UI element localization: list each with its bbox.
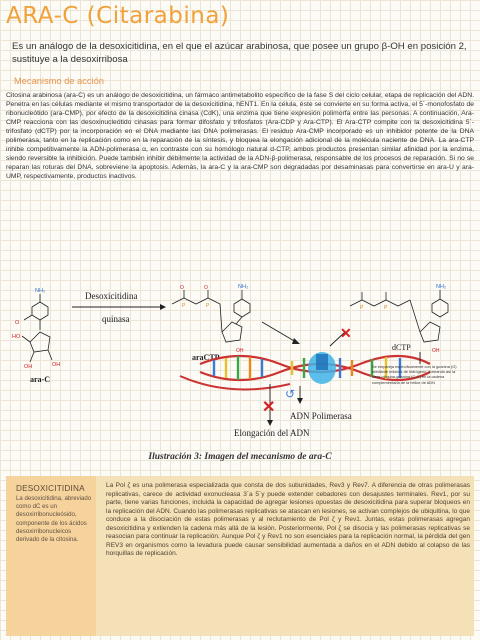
- polymerase-arrowhead: [297, 398, 303, 404]
- info-box-definition: La desoxicitidina, abreviado como dC es un desoxirribonucleósido, componente de los ácidos desoxirribonucleicos derivado de la citosina.: [16, 495, 92, 544]
- o-label-1: O: [15, 320, 20, 326]
- enzyme-name-bottom: quinasa: [102, 314, 130, 324]
- dna-strand-lower: [180, 376, 290, 389]
- p-label-4: P: [384, 305, 388, 311]
- dctp-label: dCTP: [392, 343, 411, 352]
- pairing-note: Se empareja específicamente con la guanina (G) mediante enlaces de hidrógeno, formando así la base cítosina-guanina (C-G) en la cadena complementaria de la hélice de ADN: [372, 364, 457, 385]
- aractp-arrowhead: [292, 338, 300, 344]
- polymerase-core: [316, 354, 328, 370]
- kinase-arrowhead: [160, 304, 166, 310]
- intro-paragraph: Es un análogo de la desoxicitidina, en el que el azúcar arabinosa, que posee un grupo β-OH en posición 2, sustituye a la desoxirribosa: [12, 41, 467, 65]
- block-icon-1: ✕: [340, 325, 352, 341]
- figure-caption: Ilustración 3: Imagen del mecanismo de ara-C: [148, 452, 332, 462]
- p-label-2: P: [206, 303, 210, 309]
- nh2-label-2: NH₂: [238, 284, 249, 290]
- aractp-label: araCTP: [192, 353, 220, 362]
- elongation-arrowhead: [267, 420, 273, 426]
- info-box-title: DESOXICITIDINA: [16, 484, 85, 493]
- nh2-label-3: NH₂: [436, 284, 447, 290]
- o-label-2: O: [180, 285, 184, 291]
- oh-label-4: OH: [432, 348, 440, 354]
- ara-c-structure: [22, 294, 52, 362]
- oh-label-2: OH: [52, 362, 61, 368]
- mechanism-figure: [0, 272, 480, 462]
- elongation-label: Elongación del ADN: [234, 428, 310, 438]
- mechanism-heading: Mecanismo de acción: [14, 76, 104, 86]
- mechanism-paragraph: Citosina arabinosa (ara-C) es un análogo de desoxicitidina, un fármaco antimetabolito específico de la fase S del ciclo celular, etapa de replicación del ADN. Penetra en las células mediante el mismo transportador de la desoxicitidina, hENT1. En la célula, éste se convierte en su forma activa, el 5´-monofosfato de ribonucleótido (ara-CMP), por efecto de la desoxicitidina cinasa (CdK), una enzima que tiene expresión polimorfa entre las personas. A continuación, Ara-CMP reacciona con las desoxinucleótido cinasas para formar difosfato y trifosfatos (Ara-CDP y Ara-CTP). El Ara-CTP compite con la desoxicitidina 5´-trifosfato (dCTP) por la incorporación en el DNA mediante las DNA polimerasas. El residuo Ara-CMP incorporado es un inhibidor potente de la DNA polimerasa, tanto en la replicación como en la reparación de la síntesis, y bloquea la elongación adicional de la molécula naciente de DNA. La ara-CTP inhibe competitivamente la ADN-polimerasa α, en contraste con su homólogo natural d-CTP, ambos productos presentan similar afinidad por la enzima, siendo reversible la inhibición. Puede también inhibir débilmente la actividad de la ADN-β-polimerasa, responsable de los procesos de reparación. Si no se reparan las roturas del DNA, sobreviene la apoptosis. Además, la ara-C y la ara-CMP son degradadas por desaminasas para convertirse en ara-U y ara-UMP, respectivamente, productos inactivos.: [6, 92, 474, 181]
- mechanism-diagram: [0, 272, 480, 462]
- aractp-structure: [172, 290, 250, 342]
- curve-arrow-icon: ↺: [285, 387, 296, 401]
- pairing-note-box: [372, 364, 458, 412]
- nh2-label-1: NH₂: [35, 288, 46, 294]
- info-box-sidebar: [6, 476, 96, 636]
- info-box-text: La Pol ζ es una polimerasa especializada que consta de dos subunidades, Rev3 y Rev7. A diferencia de otras polimerasas replicativas, carece de actividad exonucleasa 3´a 5´y puede extender cebadores con desajustes terminales. Rev1, por su parte, tiene varias funciones, incluida la capacidad de agregar lesiones opuestas de desoxicitidina para superar bloqueos en la replicación del ADN. Cuando las polimerasas replicativas se atascan en lesiones, se activan complejos de ubiquitina, lo que conduce a la disociación de estas polimerasas y al reclutamiento de Pol ζ y Rev1. Juntas, estas polimerasas agregan desoxicitidina y extienden la cadena más allá de la lesión. Posteriormente, Pol ζ se disocia y las polimerasas replicativas se reasocian para continuar la replicación. Aunque Pol ζ y Rev1 no son esenciales para la replicación normal, la pérdida del gen REV3 en organismos como la levadura puede causar sensibilidad aumentada a daños en el ADN debido al colapso de las horquillas de replicación.: [106, 482, 470, 558]
- ara-c-label: ara-C: [30, 375, 50, 384]
- o-label-3: O: [204, 285, 208, 291]
- page-title: ARA-C (Citarabina): [6, 3, 230, 29]
- info-box: [6, 476, 474, 636]
- p-label-3: P: [360, 305, 364, 311]
- oh-label-1: OH: [24, 364, 33, 370]
- polymerase-label: ADN Polimerasa: [290, 411, 352, 421]
- enzyme-name-top: Desoxicitidina: [85, 291, 138, 301]
- p-label-1: P: [182, 303, 186, 309]
- aractp-to-dna-arrow: [262, 322, 296, 342]
- ho-label-1: HO: [12, 334, 21, 340]
- dctp-structure: [350, 290, 448, 342]
- block-icon-2: ✕: [262, 399, 276, 416]
- oh-label-3: OH: [236, 348, 244, 354]
